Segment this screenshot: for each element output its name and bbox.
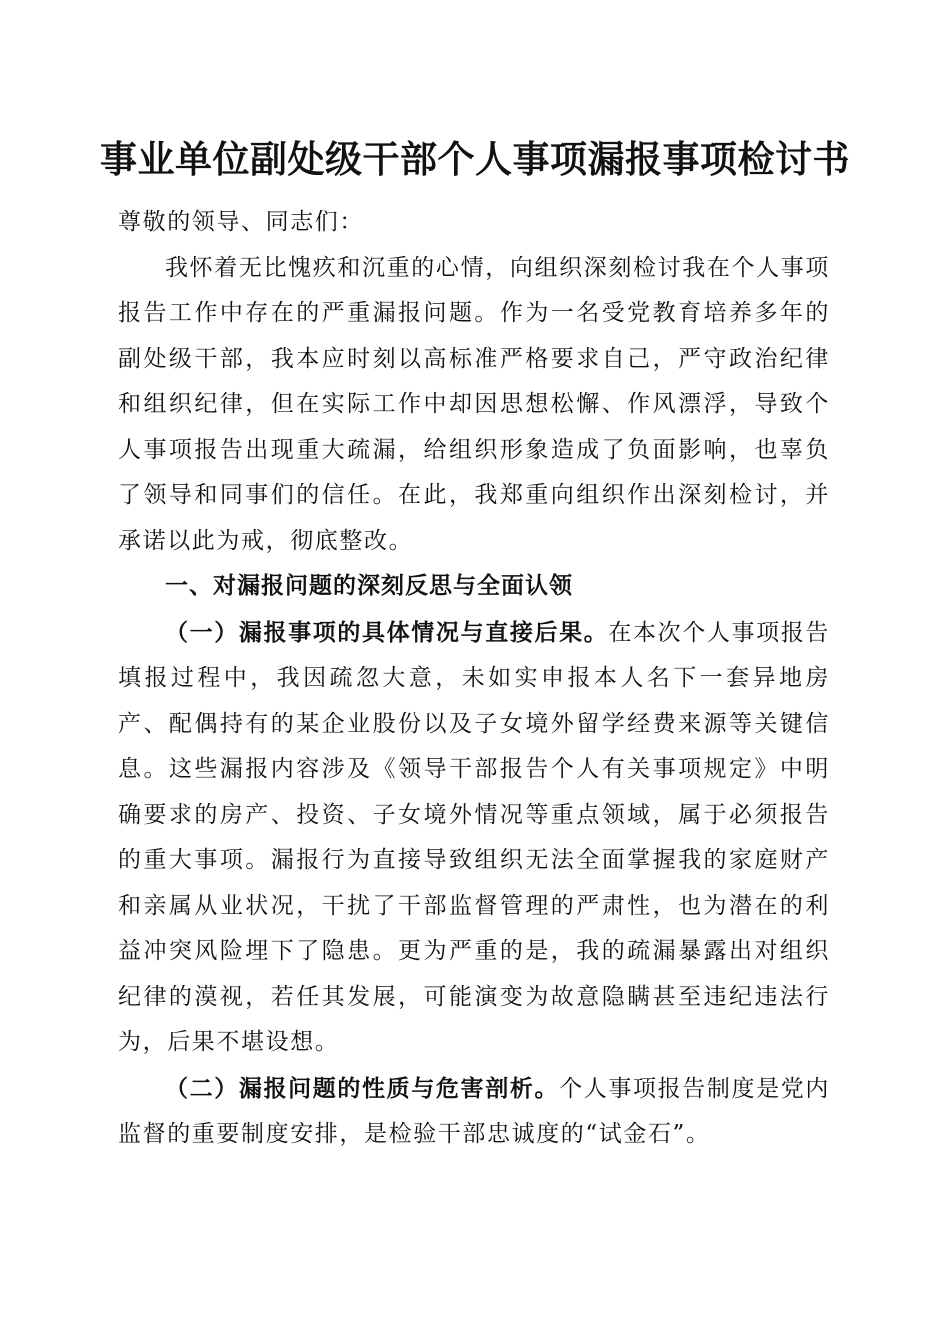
- subsection-1-body: 在本次个人事项报告填报过程中，我因疏忽大意，未如实申报本人名下一套异地房产、配偶持有的某企业股份以及子女境外留学经费来源等关键信息。这些漏报内容涉及《领导干部报告个人有关事项规定》中明确要求的房产、投资、子女境外情况等重点领域，属于必须报告的重大事项。漏报行为直接导致组织无法全面掌握我的家庭财产和亲属从业状况，干扰了干部监督管理的严肃性，也为潜在的利益冲突风险埋下了隐患。更为严重的是，我的疏漏暴露出对组织纪律的漠视，若任其发展，可能演变为故意隐瞒甚至违纪违法行为，后果不堪设想。: [118, 619, 830, 1055]
- intro-paragraph: 我怀着无比愧疚和沉重的心情，向组织深刻检讨我在个人事项报告工作中存在的严重漏报问题。作为一名受党教育培养多年的副处级干部，我本应时刻以高标准严格要求自己，严守政治纪律和组织纪律，但在实际工作中却因思想松懈、作风漂浮，导致个人事项报告出现重大疏漏，给组织形象造成了负面影响，也辜负了领导和同事们的信任。在此，我郑重向组织作出深刻检讨，并承诺以此为戒，彻底整改。: [118, 254, 830, 554]
- section-heading-1: 一、对漏报问题的深刻反思与全面认领: [165, 573, 573, 599]
- subsection-2-title: （二）漏报问题的性质与危害剖析。: [165, 1074, 560, 1102]
- subsection-2-body: 个人事项报告制度是党内监督的重要制度安排，是检验干部忠诚度的“试金石”。: [118, 1075, 830, 1147]
- document-title: 事业单位副处级干部个人事项漏报事项检讨书: [100, 137, 850, 181]
- document-body: [118, 200, 830, 1158]
- subsection-1-title: （一）漏报事项的具体情况与直接后果。: [165, 618, 609, 646]
- subsection-1-paragraph: [118, 610, 830, 1066]
- salutation: 尊敬的领导、同志们：: [118, 209, 364, 235]
- subsection-2-paragraph: [118, 1066, 830, 1158]
